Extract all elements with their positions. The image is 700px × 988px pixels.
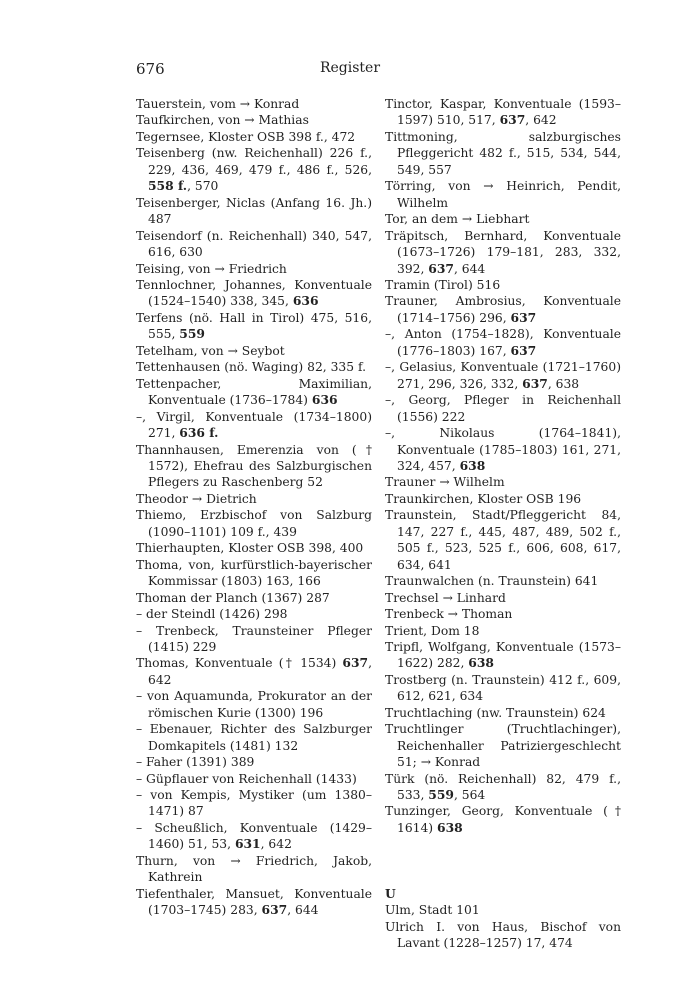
- section-letter: U: [385, 885, 396, 901]
- entry-text: , 642: [148, 656, 372, 687]
- entry-page-bold: 559: [428, 787, 454, 803]
- entry-text: Trauner, Ambrosius, Konventuale (1714–1756) 296,: [385, 294, 621, 325]
- index-column-right: [385, 96, 621, 952]
- index-column-left: [136, 96, 372, 919]
- entry-text: Tor, an dem → Liebhart: [385, 212, 530, 227]
- index-entry: [385, 491, 621, 507]
- index-entry: [136, 655, 372, 688]
- entry-text: Tettenhausen (nö. Waging) 82, 335 f.: [136, 360, 366, 375]
- entry-text: Thomas, Konventuale († 1534): [136, 656, 343, 671]
- index-entry: [385, 771, 621, 804]
- entry-text: –, Gelasius, Konventuale (1721–1760) 271, 296, 326, 332,: [385, 360, 621, 391]
- index-entry: [385, 902, 621, 918]
- entry-text: , 644: [453, 261, 486, 276]
- entry-page-bold: 559: [179, 326, 205, 342]
- entry-page-bold: 637: [499, 112, 526, 128]
- index-entry: [385, 803, 621, 836]
- index-entry: [136, 721, 372, 754]
- entry-page-bold: 636 f.: [179, 425, 219, 441]
- entry-page-bold: 636: [292, 293, 319, 309]
- entry-text: Taufkirchen, von → Mathias: [136, 113, 309, 128]
- entry-text: Thoman der Planch (1367) 287: [136, 590, 330, 605]
- entry-page-bold: 637: [522, 375, 548, 391]
- entry-page-bold: 637: [342, 655, 369, 671]
- entry-page-bold: 638: [468, 655, 494, 671]
- index-entry: [385, 639, 621, 672]
- index-entry: [136, 606, 372, 622]
- index-entry: [385, 425, 621, 474]
- index-entry: [136, 590, 372, 606]
- index-entry: [136, 820, 372, 853]
- index-entry: [385, 392, 621, 425]
- entry-text: Traunwalchen (n. Traunstein) 641: [385, 574, 599, 589]
- entry-text: Trauner → Wilhelm: [385, 475, 505, 490]
- entry-text: –, Anton (1754–1828), Konventuale (1776–1803) 167,: [385, 327, 621, 358]
- entry-text: Traunkirchen, Kloster OSB 196: [385, 491, 582, 506]
- entry-text: Türk (nö. Reichenhall) 82, 479 f., 533,: [385, 771, 621, 803]
- index-entry: [136, 195, 372, 228]
- index-entry: [385, 359, 621, 392]
- entry-text: Törring, von → Heinrich, Pendit, Wilhelm: [385, 179, 621, 210]
- entry-text: Truchtlaching (nw. Traunstein) 624: [385, 705, 606, 720]
- entry-text: Traunstein, Stadt/Pfleggericht 84, 147, 227 f., 445, 487, 489, 502 f., 505 f., 523, 525 f., 606, 608, 617, 634, 641: [385, 508, 621, 572]
- entry-text: Tramin (Tirol) 516: [385, 277, 501, 292]
- index-entry: [136, 228, 372, 261]
- entry-text: Thiemo, Erzbischof von Salzburg (1090–1101) 109 f., 439: [136, 508, 372, 539]
- entry-text: Thannhausen, Emerenzia von († 1572), Ehefrau des Salzburgischen Pflegers zu Raschenberg 52: [136, 442, 372, 490]
- entry-page-bold: 638: [437, 819, 463, 835]
- entry-text: Theodor → Dietrich: [136, 491, 257, 506]
- entry-page-bold: 637: [261, 902, 288, 918]
- index-entry: [385, 129, 621, 178]
- index-entry: [385, 606, 621, 622]
- entry-text: Teisenberger, Niclas (Anfang 16. Jh.) 487: [136, 195, 372, 227]
- entry-text: Träpitsch, Bernhard, Konventuale (1673–1726) 179–181, 283, 332, 392,: [385, 228, 621, 276]
- index-entry: [136, 557, 372, 590]
- entry-text: Tetelham, von → Seybot: [136, 343, 285, 358]
- index-entry: [136, 409, 372, 442]
- entry-text: Tripfl, Wolfgang, Konventuale (1573–1622) 282,: [385, 639, 621, 671]
- entry-text: –, Virgil, Konventuale (1734–1800) 271,: [136, 409, 372, 441]
- entry-page-bold: 637: [510, 342, 537, 358]
- entry-page-bold: 637: [428, 260, 454, 276]
- entry-text: Trient, Dom 18: [385, 623, 480, 638]
- spacer: [385, 869, 621, 885]
- index-entry: [136, 145, 372, 194]
- entry-text: –, Nikolaus (1764–1841), Konventuale (1785–1803) 161, 271, 324, 457,: [385, 426, 621, 473]
- index-entry: [136, 96, 372, 112]
- index-entry: [385, 672, 621, 705]
- entry-text: Teisendorf (n. Reichenhall) 340, 547, 616, 630: [136, 228, 372, 260]
- index-entry: [136, 310, 372, 343]
- entry-page-bold: 637: [510, 309, 537, 325]
- index-entry: [136, 376, 372, 409]
- index-entry: [136, 688, 372, 721]
- spacer: [385, 853, 621, 869]
- index-entry: [385, 326, 621, 359]
- entry-text: Tittmoning, salzburgisches Pfleggericht 482 f., 515, 534, 544, 549, 557: [385, 129, 621, 177]
- entry-text: , 644: [287, 903, 319, 918]
- index-entry: [385, 178, 621, 211]
- index-entry: [136, 112, 372, 128]
- index-entry: [136, 771, 372, 787]
- entry-text: –, Georg, Pfleger in Reichenhall (1556) 222: [385, 393, 621, 424]
- index-entry: [385, 277, 621, 293]
- index-entry: [385, 705, 621, 721]
- index-entry: [385, 211, 621, 227]
- index-entry: [385, 623, 621, 639]
- index-entry: [136, 540, 372, 556]
- entry-text: Thurn, von → Friedrich, Jakob, Kathrein: [136, 853, 372, 885]
- entry-text: – Güpflauer von Reichenhall (1433): [136, 771, 357, 786]
- entry-text: Terfens (nö. Hall in Tirol) 475, 516, 555,: [136, 310, 372, 342]
- index-entry: [385, 590, 621, 606]
- index-entry: [385, 96, 621, 129]
- entry-text: Tauerstein, vom → Konrad: [136, 97, 300, 111]
- entry-text: – Scheußlich, Konventuale (1429–1460) 51, 53,: [136, 820, 372, 852]
- entry-text: , 642: [260, 837, 292, 852]
- spacer: [385, 836, 621, 852]
- index-entry: [136, 491, 372, 507]
- entry-text: , 564: [453, 788, 486, 803]
- entry-text: Tinctor, Kaspar, Konventuale (1593–1597) 510, 517,: [385, 97, 621, 128]
- index-entry: [136, 886, 372, 919]
- entry-text: Trenbeck → Thoman: [385, 607, 513, 622]
- index-entry: [385, 507, 621, 573]
- entry-text: Teising, von → Friedrich: [136, 261, 287, 276]
- index-entry: [136, 507, 372, 540]
- index-entry: [385, 573, 621, 589]
- index-entry: [136, 359, 372, 375]
- index-entry: [136, 853, 372, 886]
- entry-text: , 642: [525, 113, 557, 128]
- entry-text: Tennlochner, Johannes, Konventuale (1524–1540) 338, 345,: [136, 277, 372, 309]
- entry-text: – Ebenauer, Richter des Salzburger Domkapitels (1481) 132: [136, 722, 372, 753]
- index-entry: [385, 474, 621, 490]
- entry-text: Tettenpacher, Maximilian, Konventuale (1736–1784): [136, 376, 372, 408]
- index-entry: [136, 277, 372, 310]
- index-entry: [385, 919, 621, 952]
- index-entry: [136, 754, 372, 770]
- entry-text: Ulrich I. von Haus, Bischof von Lavant (1228–1257) 17, 474: [385, 919, 621, 951]
- entry-page-bold: 636: [311, 392, 338, 408]
- index-entry: [385, 228, 621, 277]
- entry-text: – Faher (1391) 389: [136, 755, 255, 770]
- entry-text: – von Kempis, Mystiker (um 1380–1471) 87: [136, 788, 372, 819]
- entry-text: – von Aquamunda, Prokurator an der römischen Kurie (1300) 196: [136, 689, 372, 720]
- index-entry: [136, 442, 372, 491]
- entry-page-bold: 638: [459, 457, 486, 473]
- index-entry: [136, 261, 372, 277]
- entry-text: Tegernsee, Kloster OSB 398 f., 472: [136, 129, 356, 144]
- entry-text: , 570: [187, 179, 219, 194]
- index-entry: [136, 787, 372, 820]
- index-entry: [385, 293, 621, 326]
- entry-page-bold: 558 f.: [148, 178, 188, 194]
- entry-text: , 638: [547, 376, 580, 391]
- entry-text: Ulm, Stadt 101: [385, 903, 480, 918]
- page-number: 676: [136, 60, 165, 78]
- index-entry: [136, 343, 372, 359]
- entry-text: – der Steindl (1426) 298: [136, 607, 288, 622]
- index-entry: [136, 129, 372, 145]
- entry-text: Trostberg (n. Traunstein) 412 f., 609, 612, 621, 634: [385, 672, 621, 704]
- entry-text: Thierhaupten, Kloster OSB 398, 400: [136, 541, 364, 556]
- entry-page-bold: 631: [234, 836, 261, 852]
- entry-text: Thoma, von, kurfürstlich-bayerischer Kommissar (1803) 163, 166: [136, 557, 372, 589]
- entry-text: Teisenberg (nw. Reichenhall) 226 f., 229, 436, 469, 479 f., 486 f., 526,: [136, 146, 372, 177]
- entry-text: Truchtlinger (Truchtlachinger), Reichenhaller Patriziergeschlecht 51; → Konrad: [385, 722, 621, 770]
- entry-text: Trechsel → Linhard: [385, 590, 506, 605]
- entry-text: Tiefenthaler, Mansuet, Konventuale (1703–1745) 283,: [136, 886, 372, 918]
- entry-text: Tunzinger, Georg, Konventuale († 1614): [385, 804, 621, 835]
- index-entry: [385, 721, 621, 770]
- page-title: Register: [319, 60, 381, 76]
- index-entry: [136, 623, 372, 656]
- entry-text: – Trenbeck, Traunsteiner Pfleger (1415) 229: [136, 623, 372, 654]
